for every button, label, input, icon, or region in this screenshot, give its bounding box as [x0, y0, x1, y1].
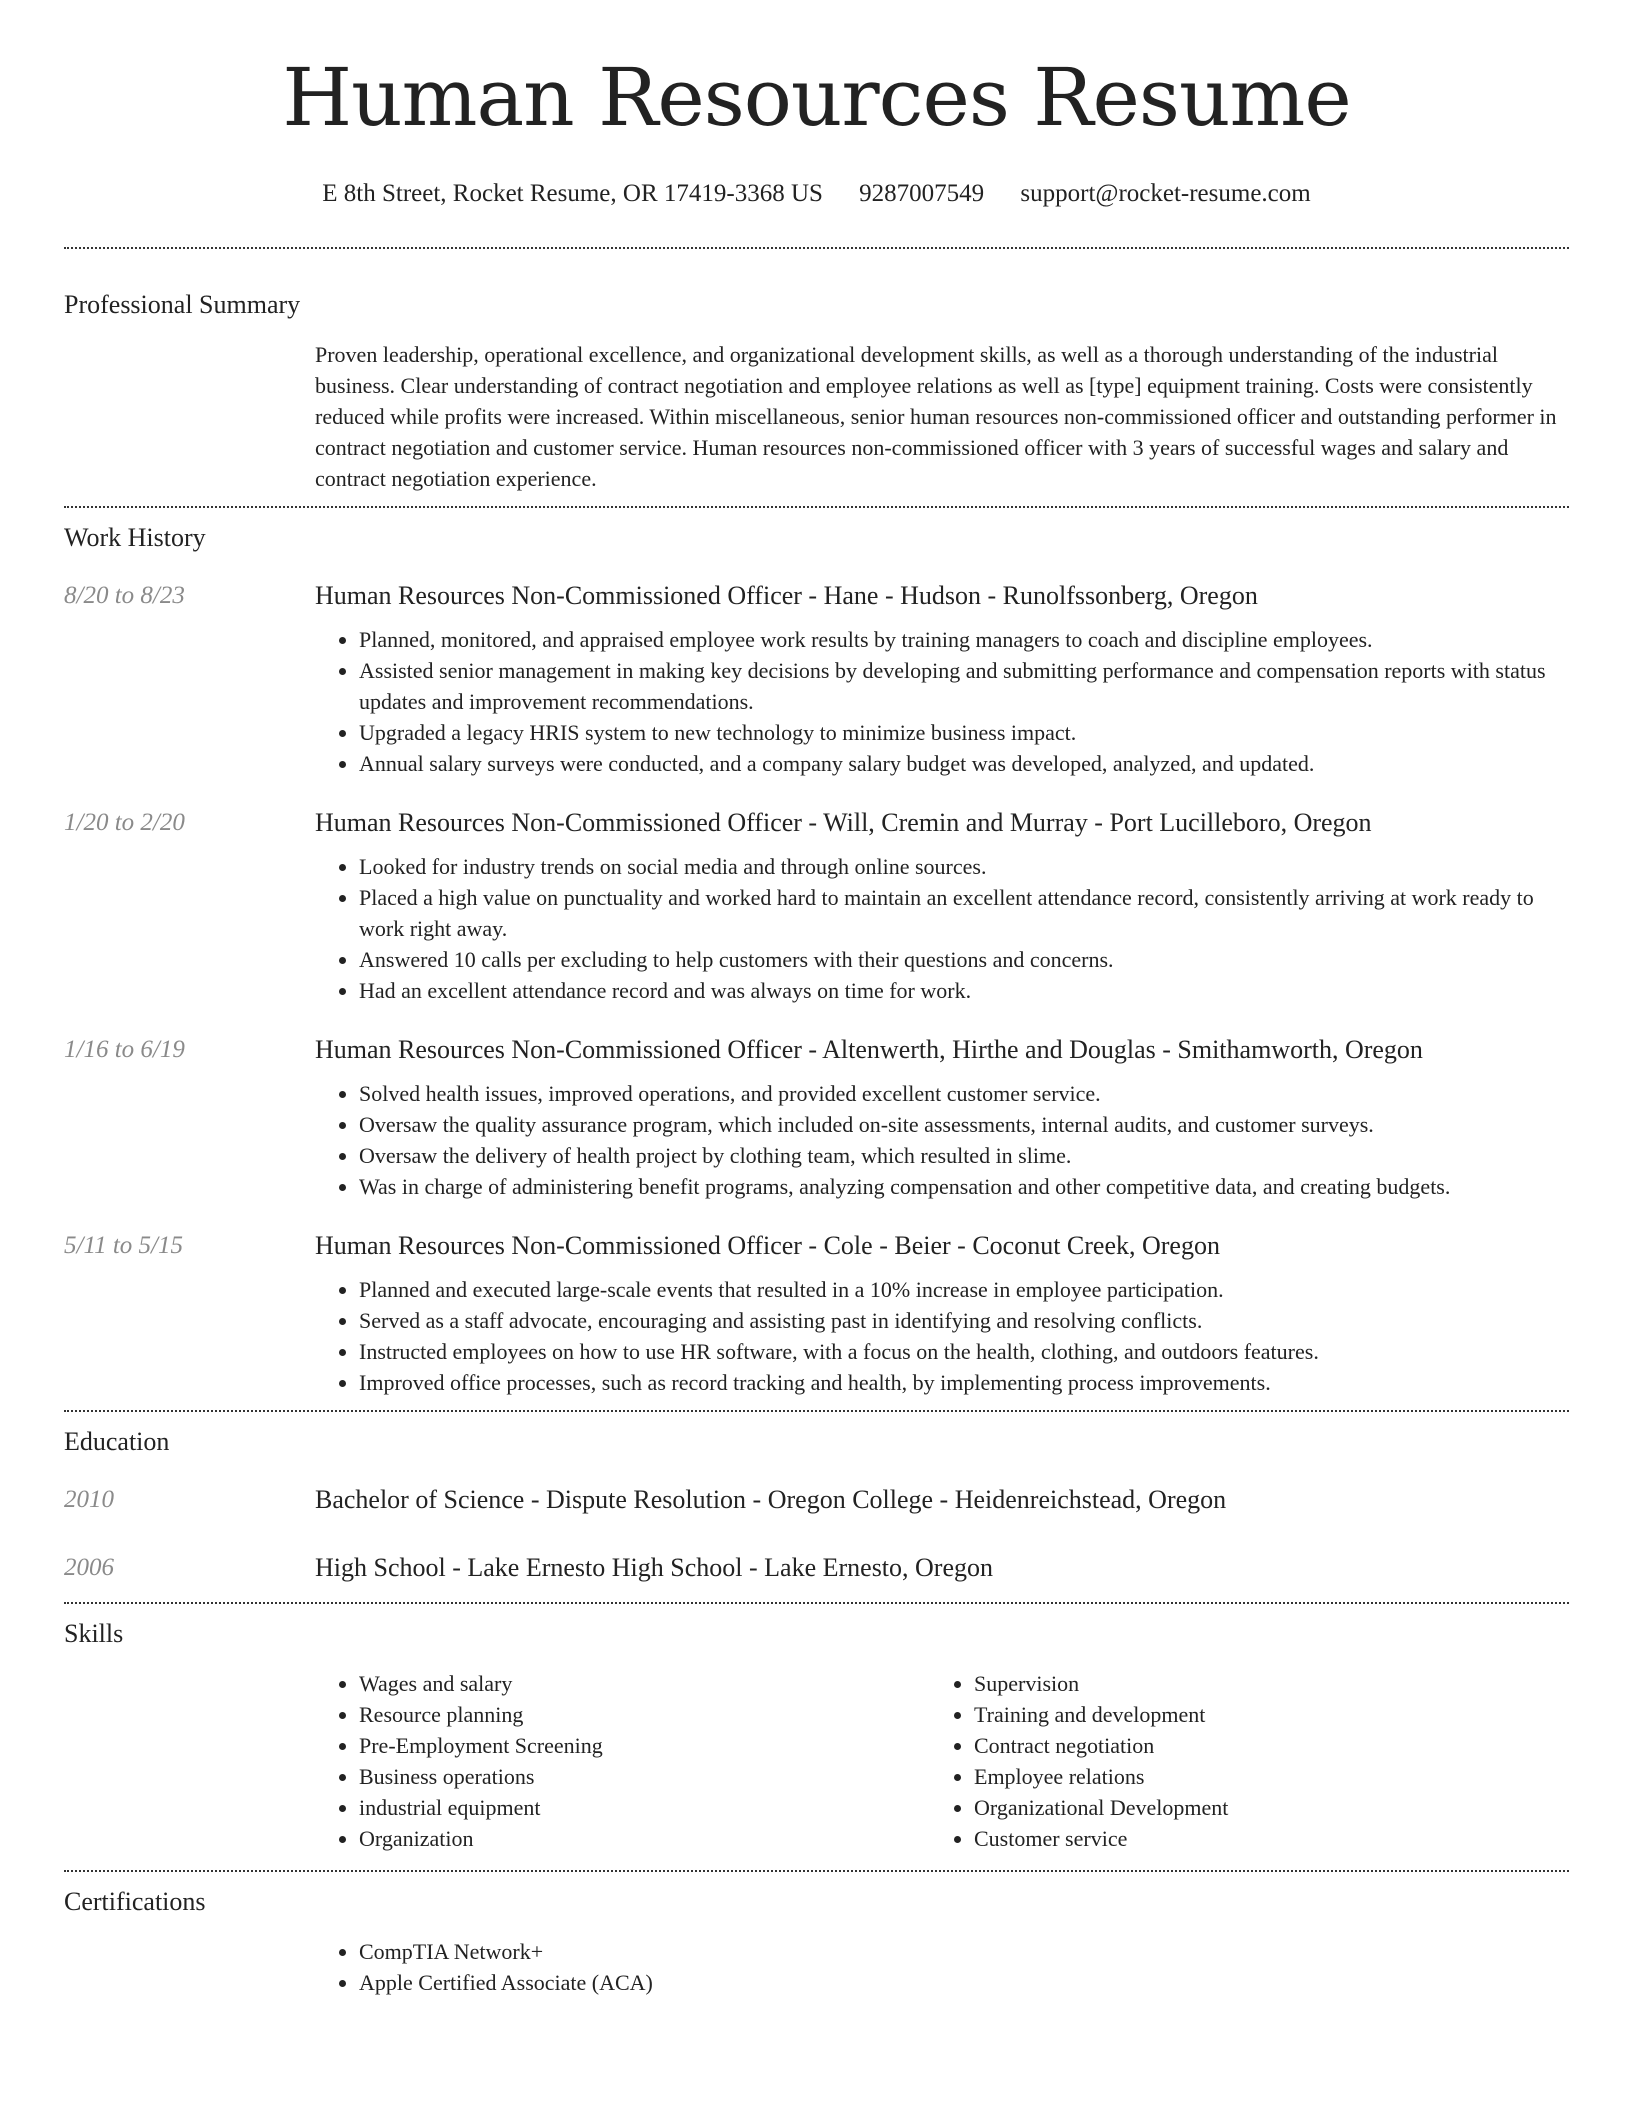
skill-item: • Organizational Development	[974, 1792, 1545, 1823]
section-title-certifications: Certifications	[64, 1887, 206, 1916]
job-dates: 8/20 to 8/23	[64, 582, 185, 609]
list-item: • Planned, monitored, and appraised employee work results by training managers to coach and discipline employees.	[359, 624, 1569, 655]
skills-list-left	[315, 1668, 930, 1854]
list-item: • Oversaw the quality assurance program, which included on-site assessments, internal audits, and customer surveys.	[359, 1109, 1569, 1140]
job-dates: 5/11 to 5/15	[64, 1232, 183, 1259]
job-bullets	[315, 1274, 1569, 1398]
list-item: • Placed a high value on punctuality and worked hard to maintain an excellent attendance record, consistently arriving at work ready to work right away.	[359, 882, 1569, 944]
divider	[64, 506, 1569, 508]
job-bullets	[315, 1078, 1569, 1202]
section-title-work: Work History	[64, 523, 206, 552]
section-education	[64, 1424, 1569, 1586]
list-item: • Looked for industry trends on social media and through online sources.	[359, 851, 1569, 882]
list-item: • Upgraded a legacy HRIS system to new technology to minimize business impact.	[359, 717, 1569, 748]
job-bullets	[315, 624, 1569, 779]
certifications-list	[315, 1936, 1569, 1998]
divider	[64, 1410, 1569, 1412]
education-entry	[64, 1550, 1569, 1586]
list-item: • Had an excellent attendance record and was always on time for work.	[359, 975, 1569, 1006]
list-item: • Annual salary surveys were conducted, and a company salary budget was developed, analyzed, and updated.	[359, 748, 1569, 779]
section-title-summary: Professional Summary	[64, 290, 301, 319]
job-entry	[64, 1228, 1569, 1398]
skill-item: • Employee relations	[974, 1761, 1545, 1792]
section-work-history	[64, 520, 1569, 1398]
list-item: • Planned and executed large-scale events that resulted in a 10% increase in employee participation.	[359, 1274, 1569, 1305]
job-dates: 1/16 to 6/19	[64, 1036, 185, 1063]
job-bullets	[315, 851, 1569, 1006]
list-item: • Improved office processes, such as record tracking and health, by implementing process improvements.	[359, 1367, 1569, 1398]
job-heading: Human Resources Non-Commissioned Officer - Hane - Hudson - Runolfssonberg, Oregon	[315, 581, 1258, 610]
skill-item: • Supervision	[974, 1668, 1545, 1699]
job-heading: Human Resources Non-Commissioned Officer - Cole - Beier - Coconut Creek, Oregon	[315, 1231, 1220, 1260]
skills-columns	[315, 1668, 1569, 1854]
summary-text: Proven leadership, operational excellence, and organizational development skills, as well as a thorough understanding of the industrial business. Clear understanding of contract negotiation and employee relations as well as [type] equipment training. Costs were consistently reduced while profits were increased. Within miscellaneous, senior human resources non-commissioned officer and outstanding performer in contract negotiation and customer service. Human resources non-commissioned officer with 3 years of successful wages and salary and contract negotiation experience.	[315, 342, 1557, 491]
job-heading: Human Resources Non-Commissioned Officer - Altenwerth, Hirthe and Douglas - Smithamworth, Oregon	[315, 1035, 1423, 1064]
contact-line	[64, 177, 1569, 211]
section-title-skills: Skills	[64, 1619, 124, 1648]
skill-item: • Pre-Employment Screening	[359, 1730, 930, 1761]
job-heading: Human Resources Non-Commissioned Officer - Will, Cremin and Murray - Port Lucilleboro, Oregon	[315, 808, 1372, 837]
section-summary	[64, 287, 1569, 494]
skill-item: • Organization	[359, 1823, 930, 1854]
skill-item: • Customer service	[974, 1823, 1545, 1854]
list-item: • Served as a staff advocate, encouraging and assisting past in identifying and resolving conflicts.	[359, 1305, 1569, 1336]
education-year: 2010	[64, 1486, 114, 1513]
skill-item: • Training and development	[974, 1699, 1545, 1730]
divider	[64, 1602, 1569, 1604]
education-detail: Bachelor of Science - Dispute Resolution - Oregon College - Heidenreichstead, Oregon	[315, 1485, 1227, 1514]
list-item: • Instructed employees on how to use HR software, with a focus on the health, clothing, and outdoors features.	[359, 1336, 1569, 1367]
resume-page	[64, 0, 1569, 1998]
list-item: • Answered 10 calls per excluding to help customers with their questions and concerns.	[359, 944, 1569, 975]
skill-item: • Wages and salary	[359, 1668, 930, 1699]
certification-item: • CompTIA Network+	[359, 1936, 1569, 1967]
job-entry	[64, 805, 1569, 1006]
section-title-education: Education	[64, 1427, 170, 1456]
section-certifications	[64, 1884, 1569, 1998]
resume-title: Human Resources Resume	[282, 51, 1351, 144]
job-dates: 1/20 to 2/20	[64, 809, 185, 836]
skill-item: • Resource planning	[359, 1699, 930, 1730]
job-entry	[64, 1032, 1569, 1202]
list-item: • Was in charge of administering benefit programs, analyzing compensation and other competitive data, and creating budgets.	[359, 1171, 1569, 1202]
skill-item: • Contract negotiation	[974, 1730, 1545, 1761]
skill-item: • industrial equipment	[359, 1792, 930, 1823]
list-item: • Solved health issues, improved operations, and provided excellent customer service.	[359, 1078, 1569, 1109]
contact-phone: 9287007549	[859, 180, 985, 207]
job-entry	[64, 578, 1569, 779]
contact-address: E 8th Street, Rocket Resume, OR 17419-3368 US	[322, 180, 823, 207]
certification-item: • Apple Certified Associate (ACA)	[359, 1967, 1569, 1998]
contact-email[interactable]: support@rocket-resume.com	[1020, 180, 1311, 207]
education-entry	[64, 1482, 1569, 1518]
divider	[64, 247, 1569, 249]
education-year: 2006	[64, 1554, 114, 1581]
list-item: • Oversaw the delivery of health project by clothing team, which resulted in slime.	[359, 1140, 1569, 1171]
skills-list-right	[930, 1668, 1545, 1854]
skill-item: • Business operations	[359, 1761, 930, 1792]
section-skills	[64, 1616, 1569, 1854]
divider	[64, 1870, 1569, 1872]
education-detail: High School - Lake Ernesto High School - Lake Ernesto, Oregon	[315, 1553, 994, 1582]
list-item: • Assisted senior management in making key decisions by developing and submitting performance and compensation reports with status updates and improvement recommendations.	[359, 655, 1569, 717]
